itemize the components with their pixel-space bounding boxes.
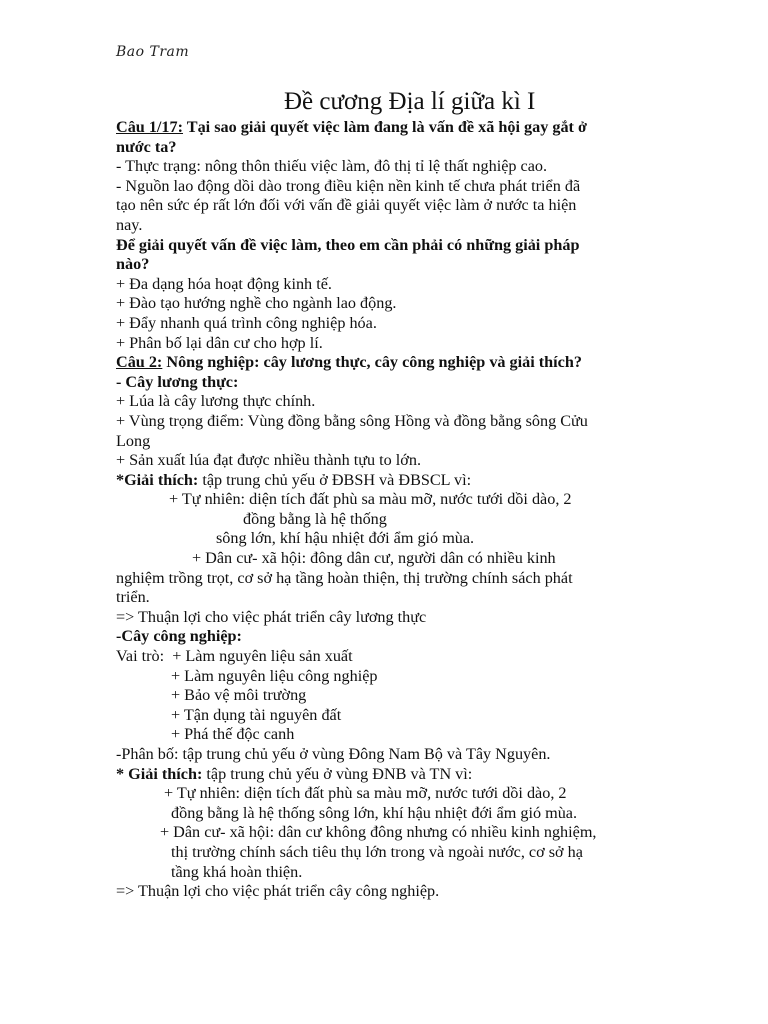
q2-label: Câu 2: — [116, 353, 163, 372]
q1-point-2-line-2: tạo nên sức ép rất lớn đối với vấn đề giải quyết việc làm ở nước ta hiện — [116, 196, 577, 215]
food-crop-item: + Sản xuất lúa đạt được nhiều thành tựu to lớn. — [116, 451, 421, 470]
food-crop-item: + Vùng trọng điểm: Vùng đồng bằng sông Hồng và đồng bằng sông Cửu — [116, 411, 588, 430]
document-body — [116, 118, 656, 902]
industrial-social-line-2: thị trường chính sách tiêu thụ lớn trong và ngoài nước, cơ sở hạ — [171, 842, 583, 861]
role-item: + Bảo vệ môi trường — [171, 686, 307, 705]
food-crop-item: Long — [116, 431, 151, 450]
q1-label: Câu 1/17: — [116, 118, 184, 136]
industrial-explain-line — [116, 765, 656, 785]
food-crop-item: + Lúa là cây lương thực chính. — [116, 392, 316, 411]
q1-point-2-line-3: nay. — [116, 215, 143, 234]
role-item: + Tận dụng tài nguyên đất — [171, 705, 342, 724]
q1-question-line-2: nước ta? — [116, 137, 177, 156]
industrial-nature-line-2: đồng bằng là hệ thống sông lớn, khí hậu nhiệt đới ẩm gió mùa. — [171, 803, 578, 822]
food-explain-text: tập trung chủ yếu ở ĐBSH và ĐBSCL vì: — [198, 470, 472, 489]
role-line-1 — [116, 647, 656, 667]
role-item: + Làm nguyên liệu công nghiệp — [171, 666, 378, 685]
food-crop-heading: - Cây lương thực: — [116, 372, 239, 391]
q1-subquestion-line-1: Để giải quyết vấn đề việc làm, theo em cần phải có những giải pháp — [116, 235, 580, 254]
document-title: Đề cương Địa lí giữa kì I — [284, 88, 536, 115]
industrial-conclusion: => Thuận lợi cho việc phát triển cây công nghiệp. — [116, 882, 440, 901]
industrial-crop-heading: -Cây công nghiệp: — [116, 627, 242, 646]
author-name: Bao Tram — [116, 44, 190, 60]
food-social-line-1: + Dân cư- xã hội: đông dân cư, người dân có nhiều kinh — [192, 549, 556, 568]
q1-question-line-1 — [116, 118, 656, 138]
industrial-distribution: -Phân bố: tập trung chủ yếu ở vùng Đông Nam Bộ và Tây Nguyên. — [116, 745, 551, 763]
food-conclusion: => Thuận lợi cho việc phát triển cây lương thực — [116, 607, 427, 626]
q2-question-line — [116, 353, 656, 373]
q1-solution-item: + Phân bố lại dân cư cho hợp lí. — [116, 333, 323, 352]
q1-solution-item: + Đẩy nhanh quá trình công nghiệp hóa. — [116, 313, 377, 332]
food-explain-label: *Giải thích: — [116, 470, 199, 489]
food-social-line-2: nghiệm trồng trọt, cơ sở hạ tầng hoàn thiện, thị trường chính sách phát — [116, 568, 573, 587]
industrial-social-line-1: + Dân cư- xã hội: dân cư không đông nhưng có nhiều kinh nghiệm, — [160, 823, 597, 842]
role-item: + Làm nguyên liệu sản xuất — [172, 647, 353, 666]
role-item: + Phá thế độc canh — [171, 725, 295, 744]
q2-question-text: Nông nghiệp: cây lương thực, cây công nghiệp và giải thích? — [162, 353, 582, 372]
industrial-explain-text: tập trung chủ yếu ở vùng ĐNB và TN vì: — [202, 764, 473, 783]
role-label: Vai trò: — [116, 647, 165, 666]
q1-subquestion-line-2: nào? — [116, 255, 150, 274]
industrial-nature-line-1: + Tự nhiên: diện tích đất phù sa màu mỡ, nước tưới dồi dào, 2 — [164, 784, 567, 803]
q1-point-1: - Thực trạng: nông thôn thiếu việc làm, đô thị tỉ lệ thất nghiệp cao. — [116, 157, 548, 176]
industrial-social-line-3: tầng khá hoàn thiện. — [171, 862, 303, 881]
food-nature-line-1: + Tự nhiên: diện tích đất phù sa màu mỡ, nước tưới dồi dào, 2 — [169, 490, 572, 509]
food-social-line-3: triển. — [116, 588, 150, 607]
food-explain-line — [116, 471, 656, 491]
q1-point-2-line-1: - Nguồn lao động dồi dào trong điều kiện nền kinh tế chưa phát triển đã — [116, 176, 581, 195]
q1-solution-item: + Đào tạo hướng nghề cho ngành lao động. — [116, 294, 397, 313]
industrial-explain-label: * Giải thích: — [116, 764, 203, 783]
q1-solution-item: + Đa dạng hóa hoạt động kinh tế. — [116, 274, 332, 293]
food-nature-line-2: đồng bằng là hệ thống — [243, 509, 387, 528]
q1-question-text: Tại sao giải quyết việc làm đang là vấn đề xã hội gay gắt ở — [183, 118, 587, 136]
food-nature-line-3: sông lớn, khí hậu nhiệt đới ẩm gió mùa. — [216, 529, 475, 548]
